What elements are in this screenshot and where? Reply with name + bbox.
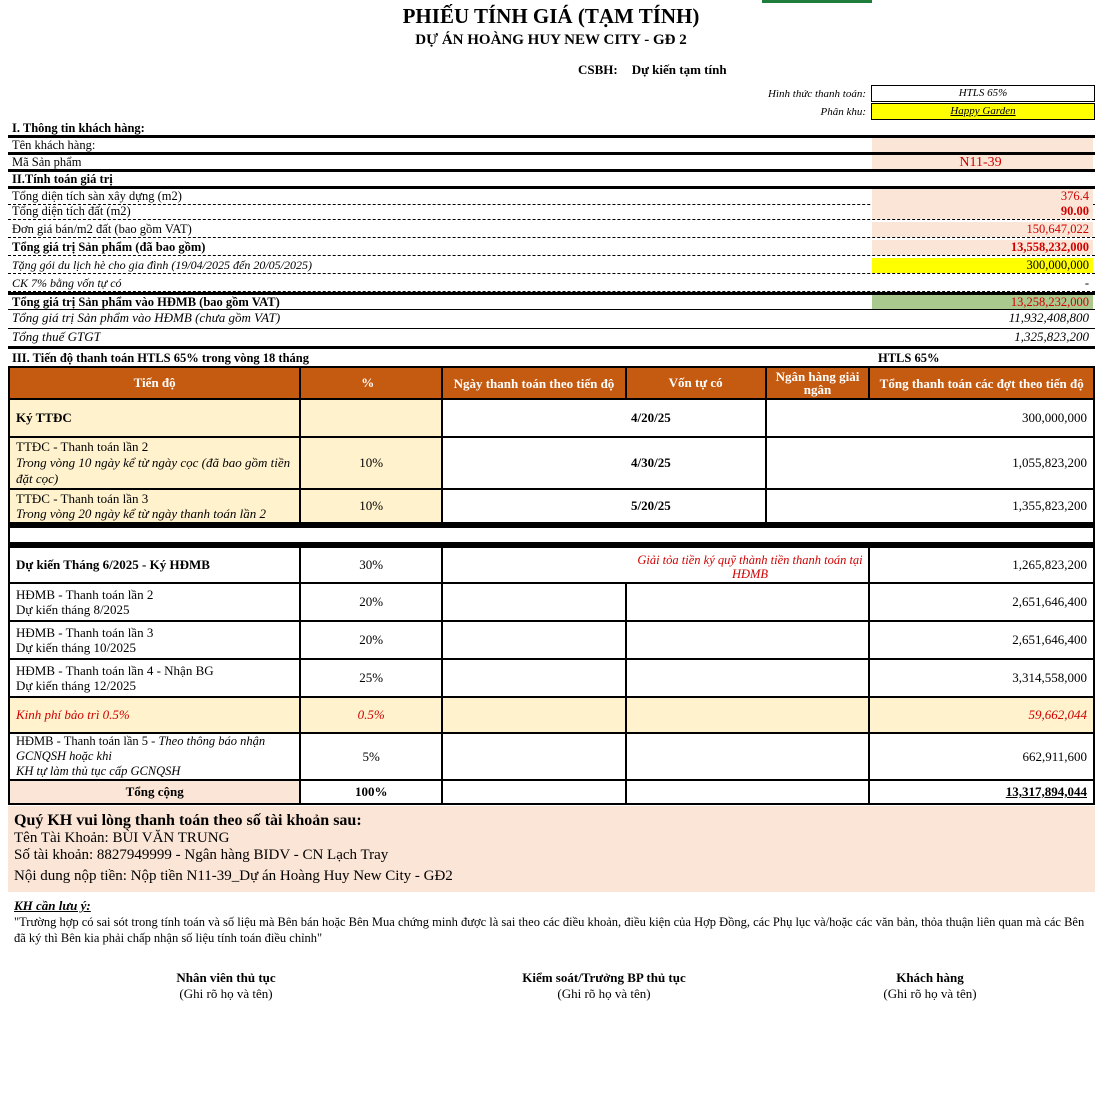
signature-role: Kiểm soát/Trưởng BP thủ tục xyxy=(522,970,686,985)
percent-cell: 20% xyxy=(300,621,442,659)
calc-row-unit-price xyxy=(8,222,1095,238)
progress-cell xyxy=(9,399,300,437)
col-percent: % xyxy=(300,367,442,399)
progress-line2: Trong vòng 20 ngày kể từ ngày thanh toán lần 2 xyxy=(16,506,266,521)
maintenance-row xyxy=(9,697,1094,733)
progress-line2: Dự kiến tháng 10/2025 xyxy=(16,640,137,655)
progress-cell xyxy=(9,583,300,621)
progress-line1: Ký TTĐC xyxy=(16,410,72,425)
total-row xyxy=(9,780,1094,804)
signature-hint: (Ghi rõ họ và tên) xyxy=(883,986,977,1001)
calc-row-discount xyxy=(8,276,1095,292)
calc-value: 13,558,232,000 xyxy=(872,240,1093,255)
calc-row-contract-value-novat xyxy=(8,309,1095,327)
progress-cell xyxy=(9,545,300,583)
calc-label: Đơn giá bán/m2 đất (bao gồm VAT) xyxy=(12,222,192,236)
col-total: Tổng thanh toán các đợt theo tiến độ xyxy=(869,367,1094,399)
percent-cell xyxy=(300,399,442,437)
percent-cell: 10% xyxy=(300,489,442,525)
section3-title-row xyxy=(8,346,1095,367)
col-date: Ngày thanh toán theo tiến độ xyxy=(442,367,626,399)
progress-line1: HĐMB - Thanh toán lần 4 - Nhận BG xyxy=(16,663,214,678)
signature-staff xyxy=(76,970,376,1002)
date-cell xyxy=(442,780,626,804)
amount-cell: 3,314,558,000 xyxy=(869,659,1094,697)
document-title: PHIẾU TÍNH GIÁ (TẠM TÍNH) xyxy=(402,4,700,28)
progress-cell xyxy=(9,621,300,659)
progress-cell xyxy=(9,659,300,697)
signature-customer xyxy=(780,970,1080,1002)
notice-title: KH cần lưu ý: xyxy=(14,898,91,913)
col-bank: Ngân hàng giải ngân xyxy=(766,367,870,399)
date-cell xyxy=(442,697,626,733)
section3-title: III. Tiến độ thanh toán HTLS 65% trong vòng 18 tháng xyxy=(12,351,309,365)
table-row xyxy=(9,437,1094,489)
calc-value: 1,325,823,200 xyxy=(1014,329,1089,344)
calc-label: Tổng giá trị Sản phẩm vào HĐMB (chưa gồm VAT) xyxy=(12,310,281,325)
calc-value: 376.4 xyxy=(872,189,1093,204)
total-label: Tổng cộng xyxy=(9,780,300,804)
customer-name-row xyxy=(8,135,1095,153)
calc-value: 11,932,408,800 xyxy=(1008,310,1089,325)
product-code-label: Mã Sản phẩm xyxy=(12,155,82,169)
signature-role: Nhân viên thủ tục xyxy=(176,970,276,985)
signature-controller xyxy=(454,970,754,1002)
account-name: Tên Tài Khoản: BÙI VĂN TRUNG xyxy=(14,830,230,846)
date-cell: 5/20/25 xyxy=(442,489,765,525)
date-cell xyxy=(442,659,626,697)
signature-hint: (Ghi rõ họ và tên) xyxy=(557,986,651,1001)
csbh-label: CSBH: xyxy=(578,62,618,77)
table-header-row xyxy=(9,367,1094,399)
amount-cell: 2,651,646,400 xyxy=(869,621,1094,659)
date-cell xyxy=(442,621,626,659)
total-percent: 100% xyxy=(300,780,442,804)
col-own-capital: Vốn tự có xyxy=(626,367,766,399)
progress-line2: Trong vòng 10 ngày kể từ ngày cọc (đã bao gồm tiền đặt cọc) xyxy=(16,455,291,486)
bank-info-box xyxy=(8,806,1095,892)
calc-label: Tặng gói du lịch hè cho gia đình (19/04/2025 đến 20/05/2025) xyxy=(12,258,312,272)
payment-schedule-table xyxy=(8,366,1095,805)
csbh-value: Dự kiến tạm tính xyxy=(631,62,727,77)
progress-line1b: Theo thông báo nhận GCNQSH hoặc khi xyxy=(16,734,266,763)
calc-label: Tổng giá trị Sản phẩm (đã bao gồm) xyxy=(12,240,206,254)
amount-cell: 662,911,600 xyxy=(869,733,1094,780)
maintenance-amount: 59,662,044 xyxy=(869,697,1094,733)
date-cell: 4/30/25 xyxy=(442,437,765,489)
progress-line2: Dự kiến tháng 8/2025 xyxy=(16,602,130,617)
release-note: Giải tỏa tiền ký quỹ thành tiền thanh toán tại HĐMB xyxy=(637,553,863,581)
csbh-line xyxy=(578,62,727,78)
progress-cell xyxy=(9,733,300,780)
calc-value: 90.00 xyxy=(872,204,1093,219)
calc-row-gift xyxy=(8,258,1095,274)
progress-line1: TTĐC - Thanh toán lần 3 xyxy=(16,491,149,506)
note-cell xyxy=(626,621,870,659)
account-number: Số tài khoản: 8827949999 - Ngân hàng BIDV - CN Lạch Tray xyxy=(14,847,389,863)
calc-row-vat xyxy=(8,328,1095,344)
calc-value: - xyxy=(1084,276,1089,290)
note-cell xyxy=(626,583,870,621)
maintenance-label: Kinh phí bảo trì 0.5% xyxy=(9,697,300,733)
progress-cell xyxy=(9,489,300,525)
date-cell xyxy=(442,583,626,621)
section1-title xyxy=(8,121,1095,136)
calc-row-floor-area xyxy=(8,186,1095,205)
calc-label: Tổng thuế GTGT xyxy=(12,329,101,344)
percent-cell: 25% xyxy=(300,659,442,697)
progress-line1a: HĐMB - Thanh toán lần 5 - xyxy=(16,734,159,748)
zone-label: Phân khu: xyxy=(820,106,866,118)
progress-line1: Dự kiến Tháng 6/2025 - Ký HĐMB xyxy=(16,557,210,572)
signature-role: Khách hàng xyxy=(896,970,964,985)
maintenance-percent: 0.5% xyxy=(300,697,442,733)
table-row xyxy=(9,399,1094,437)
progress-cell xyxy=(9,437,300,489)
zone-value[interactable]: Happy Garden xyxy=(871,103,1095,120)
product-code-value[interactable]: N11-39 xyxy=(872,155,1093,170)
amount-cell: 2,651,646,400 xyxy=(869,583,1094,621)
section3-plan-label: HTLS 65% xyxy=(878,351,940,365)
calc-label: Tổng diện tích sàn xây dựng (m2) xyxy=(12,189,182,203)
percent-cell: 30% xyxy=(300,545,442,583)
date-cell: 4/20/25 xyxy=(442,399,765,437)
progress-line2: Dự kiến tháng 12/2025 xyxy=(16,678,137,693)
col-progress: Tiến độ xyxy=(9,367,300,399)
table-row xyxy=(9,583,1094,621)
progress-line1: HĐMB - Thanh toán lần 2 xyxy=(16,587,154,602)
table-row xyxy=(9,545,1094,583)
total-amount: 13,317,894,044 xyxy=(869,780,1094,804)
calc-label: CK 7% bằng vốn tự có xyxy=(12,276,122,290)
bank-info-title: Quý KH vui lòng thanh toán theo số tài khoản sau: xyxy=(14,812,362,829)
date-cell xyxy=(442,733,626,780)
calc-row-contract-value xyxy=(8,292,1095,310)
deposit-content: Nội dung nộp tiền: Nộp tiền N11-39_Dự án Hoàng Huy New City - GĐ2 xyxy=(14,868,453,884)
note-cell xyxy=(626,733,870,780)
section2-title: II.Tính toán giá trị xyxy=(12,172,113,186)
calc-value: 300,000,000 xyxy=(872,258,1093,273)
percent-cell: 10% xyxy=(300,437,442,489)
note-cell xyxy=(626,659,870,697)
project-subtitle: DỰ ÁN HOÀNG HUY NEW CITY - GĐ 2 xyxy=(415,32,687,48)
table-row xyxy=(9,659,1094,697)
separator-cell xyxy=(9,525,1094,545)
payment-method-label: Hình thức thanh toán: xyxy=(768,88,866,100)
notice-text: "Trường hợp có sai sót trong tính toán và số liệu mà Bên bán hoặc Bên Mua chứng minh được là sai theo các điều khoản, điều kiện của Hợp Đồng, các Phụ lục và/hoặc các văn bản, thỏa thuận liên quan mà các Bên đã ký thì Bên kia phải chấp nhận số liệu tính toán điều chỉnh" xyxy=(14,915,1085,945)
section1-title-text: I. Thông tin khách hàng: xyxy=(12,121,145,135)
calc-row-land-area xyxy=(8,204,1095,220)
table-separator-row xyxy=(9,525,1094,545)
calc-label: Tổng giá trị Sản phẩm vào HĐMB (bao gồm VAT) xyxy=(12,295,280,309)
calc-value: 13,258,232,000 xyxy=(872,295,1093,310)
percent-cell: 5% xyxy=(300,733,442,780)
top-accent-bar xyxy=(762,0,872,3)
amount-cell: 1,265,823,200 xyxy=(869,545,1094,583)
progress-line1: HĐMB - Thanh toán lần 3 xyxy=(16,625,154,640)
note-cell xyxy=(626,780,870,804)
amount-cell: 1,055,823,200 xyxy=(766,437,1094,489)
payment-method-value[interactable]: HTLS 65% xyxy=(871,85,1095,102)
signature-hint: (Ghi rõ họ và tên) xyxy=(179,986,273,1001)
product-code-row xyxy=(8,152,1095,170)
table-row xyxy=(9,621,1094,659)
amount-cell: 300,000,000 xyxy=(766,399,1094,437)
calc-value: 150,647,022 xyxy=(872,222,1093,237)
calc-label: Tổng diện tích đất (m2) xyxy=(12,204,131,218)
note-cell xyxy=(626,697,870,733)
customer-name-label: Tên khách hàng: xyxy=(12,138,96,152)
table-row xyxy=(9,733,1094,780)
customer-name-value[interactable] xyxy=(872,138,1093,153)
table-row xyxy=(9,489,1094,525)
amount-cell: 1,355,823,200 xyxy=(766,489,1094,525)
percent-cell: 20% xyxy=(300,583,442,621)
progress-line1: TTĐC - Thanh toán lần 2 xyxy=(16,439,149,454)
calc-row-total-value xyxy=(8,240,1095,256)
progress-line2: KH tự làm thủ tục cấp GCNQSH xyxy=(16,764,181,778)
